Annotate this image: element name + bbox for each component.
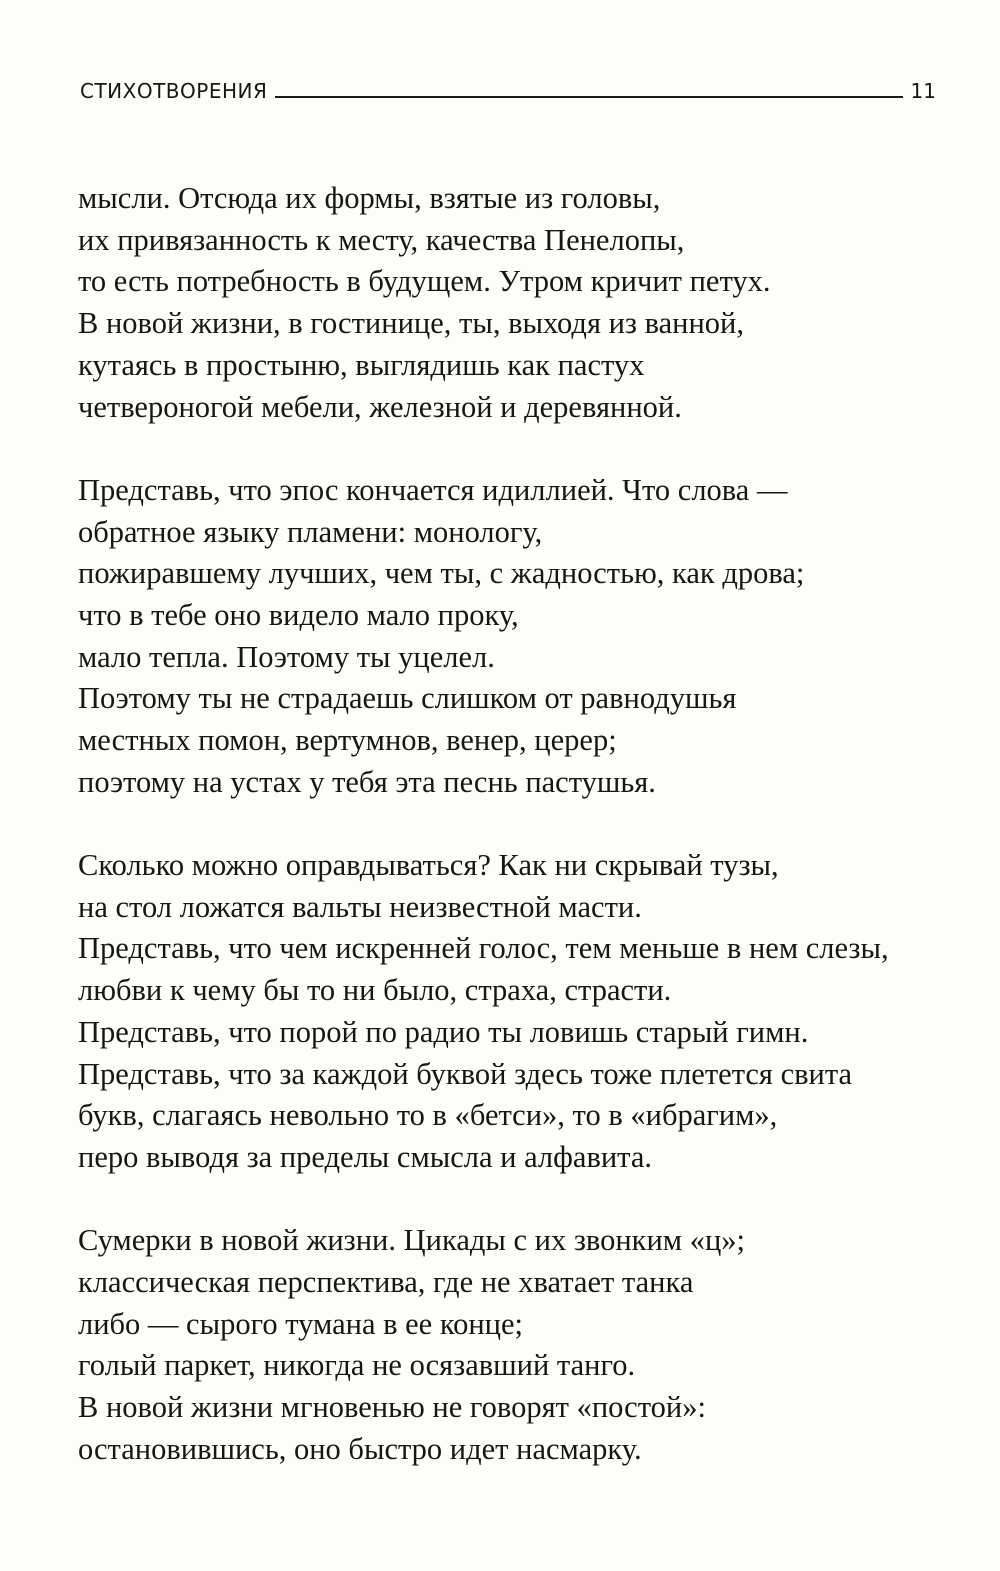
poem-line: что в тебе оно видело мало проку, xyxy=(78,597,519,632)
poem-line: Поэтому ты не страдаешь слишком от равнодушья xyxy=(78,681,737,716)
running-head xyxy=(80,72,936,102)
poem-line: букв, слагаясь невольно то в «бетси», то в «ибрагим», xyxy=(78,1098,778,1133)
poem-line: на стол ложатся вальты неизвестной масти. xyxy=(78,889,642,924)
poem-line: В новой жизни мгновенью не говорят «постой»: xyxy=(78,1390,706,1425)
stanza-3 xyxy=(78,845,958,1179)
poem-line: голый паркет, никогда не осязавший танго. xyxy=(78,1348,636,1383)
section-title: СТИХОТВОРЕНИЯ xyxy=(80,79,268,103)
poem-line: Представь, что за каждой буквой здесь тоже плетется свита xyxy=(78,1056,853,1091)
poem-line: местных помон, вертумнов, венер, церер; xyxy=(78,723,617,758)
header-rule xyxy=(275,96,902,98)
poem-line: остановившись, оно быстро идет насмарку. xyxy=(78,1431,642,1466)
poem-line: любви к чему бы то ни было, страха, страсти. xyxy=(78,973,672,1008)
poem-line: поэтому на устах у тебя эта песнь пастушья. xyxy=(78,764,656,799)
poem-line: то есть потребность в будущем. Утром кричит петух. xyxy=(78,264,771,299)
poem-line: кутаясь в простыню, выглядишь как пастух xyxy=(78,347,645,382)
poem-line: Сколько можно оправдываться? Как ни скрывай тузы, xyxy=(78,848,779,883)
stanza-2 xyxy=(78,470,958,804)
poem-line: перо выводя за пределы смысла и алфавита. xyxy=(78,1139,653,1174)
poem-line: обратное языку пламени: монологу, xyxy=(78,514,543,549)
poem-text xyxy=(78,178,958,1512)
poem-line: классическая перспектива, где не хватает танка xyxy=(78,1264,694,1299)
poem-line: мысли. Отсюда их формы, взятые из головы, xyxy=(78,181,661,215)
poem-line: пожиравшему лучших, чем ты, с жадностью, как дрова; xyxy=(78,556,805,591)
poem-line: мало тепла. Поэтому ты уцелел. xyxy=(78,639,495,674)
poem-line: В новой жизни, в гостинице, ты, выходя из ванной, xyxy=(78,306,744,341)
page-number: 11 xyxy=(910,79,936,103)
poem-line: четвероногой мебели, железной и деревянной. xyxy=(78,389,682,424)
poem-line: их привязанность к месту, качества Пенелопы, xyxy=(78,222,685,257)
poem-line: Сумерки в новой жизни. Цикады с их звонким «ц»; xyxy=(78,1223,746,1258)
poem-line: либо — сырого тумана в ее конце; xyxy=(78,1306,524,1341)
poem-line: Представь, что чем искренней голос, тем меньше в нем слезы, xyxy=(78,931,889,966)
stanza-4 xyxy=(78,1220,958,1470)
poem-line: Представь, что эпос кончается идиллией. Что слова — xyxy=(78,472,788,507)
poem-line: Представь, что порой по радио ты ловишь старый гимн. xyxy=(78,1014,809,1049)
stanza-1 xyxy=(78,178,958,428)
